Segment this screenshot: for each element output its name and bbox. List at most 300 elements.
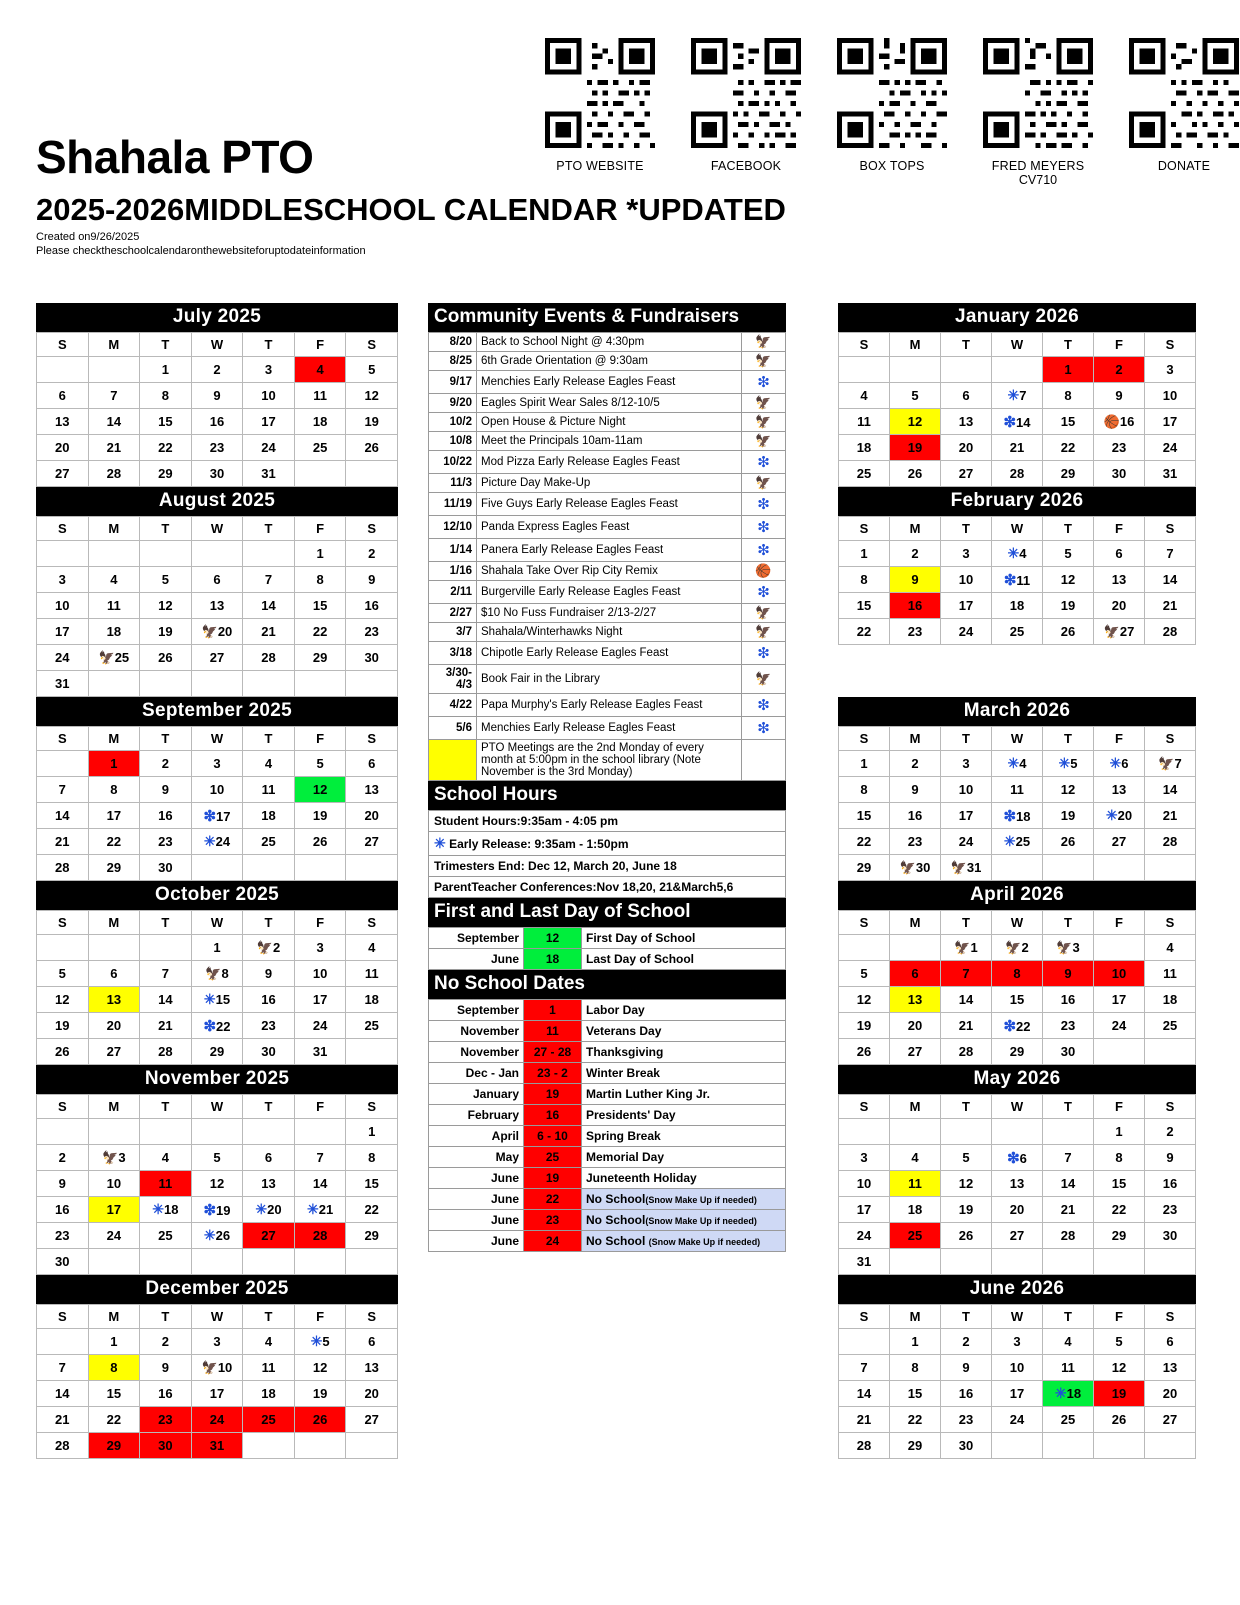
day-number: 27 (1162, 1412, 1178, 1427)
calendar-day-cell (243, 987, 295, 1013)
day-number: 12 (55, 992, 70, 1007)
eagle-icon: 🦅 (954, 940, 971, 955)
day-number: 4 (1064, 1334, 1072, 1349)
day-number: 9 (1166, 1150, 1174, 1165)
eagle-icon: 🦅 (755, 414, 772, 429)
calendar-empty-cell (88, 1119, 140, 1145)
day-number: 26 (907, 466, 923, 481)
day-number: 19 (216, 1202, 231, 1218)
calendar-day-cell (191, 1039, 243, 1065)
day-number: 10 (209, 782, 225, 797)
day-number: 18 (907, 1202, 923, 1217)
day-number: 5 (911, 388, 919, 403)
day-number: 22 (312, 624, 328, 639)
weekday-th: T (1043, 1095, 1094, 1119)
calendar-week-row (37, 567, 398, 593)
calendar-day-cell (890, 751, 941, 777)
calendar-day-cell (1043, 1039, 1094, 1065)
calendar-week-row (37, 855, 398, 881)
calendar-day-cell (346, 435, 398, 461)
day-number: 10 (958, 782, 974, 797)
day-number: 23 (907, 834, 923, 849)
day-number: 8 (911, 1360, 919, 1375)
eagle-icon: 🦅 (755, 671, 772, 686)
day-number: 18 (261, 808, 276, 823)
calendar-day-cell (992, 1407, 1043, 1433)
day-number: 7 (58, 1360, 66, 1375)
calendar-week-row (839, 619, 1196, 645)
day-number: 2 (962, 1334, 970, 1349)
asterisk-icon: ✳ (255, 1201, 268, 1217)
calendar-day-cell (88, 987, 140, 1013)
calendar-day-cell (88, 777, 140, 803)
calendar-day-cell (941, 935, 992, 961)
calendar-day-cell (88, 567, 140, 593)
event-row (429, 604, 786, 623)
calendar-body (839, 751, 1196, 881)
calendar-day-cell (191, 1197, 243, 1223)
calendar-week-row (37, 751, 398, 777)
month-title: December 2025 (36, 1275, 398, 1304)
day-number: 29 (907, 1438, 923, 1453)
weekday-header-row (37, 1305, 398, 1329)
day-number: 17 (216, 808, 231, 824)
day-number: 4 (1019, 756, 1027, 771)
day-number: 23 (1111, 440, 1127, 455)
month-label: Dec - Jan (429, 1063, 524, 1084)
asterisk-icon: ✳ (1007, 755, 1020, 771)
calendar-day-cell (839, 567, 890, 593)
calendar-week-row (37, 1145, 398, 1171)
weekday-s: S (839, 1095, 890, 1119)
student-hours: Student Hours:9:35am - 4:05 pm (429, 811, 786, 832)
day-number: 30 (158, 1438, 173, 1453)
day-number: 25 (261, 1412, 276, 1427)
calendar-week-row (839, 1433, 1196, 1459)
day-number: 1 (213, 940, 221, 955)
calendar-day-cell (88, 1039, 140, 1065)
calendar-day-cell (243, 829, 295, 855)
eagle-icon: 🦅 (1005, 940, 1022, 955)
calendar-day-cell (140, 1145, 192, 1171)
calendar-week-row (839, 777, 1196, 803)
day-number: 5 (860, 966, 868, 981)
weekday-f: F (294, 911, 346, 935)
calendar-day-cell (140, 1039, 192, 1065)
event-date: 5/6 (429, 717, 477, 740)
snowflake-icon: ❇ (1003, 807, 1017, 825)
calendar-empty-cell (839, 1119, 890, 1145)
winterhawks-icon: 🦅 (1158, 756, 1175, 771)
snowflake-icon: ❇ (757, 542, 770, 559)
day-number: 30 (55, 1254, 70, 1269)
calendar-day-cell (1043, 803, 1094, 829)
calendar-day-cell (243, 619, 295, 645)
calendar-day-cell (992, 935, 1043, 961)
day-number: 1 (860, 756, 868, 771)
day-number: 7 (962, 966, 970, 981)
calendar-day-cell (191, 1381, 243, 1407)
calendar-day-cell (37, 803, 89, 829)
qr-code-icon[interactable] (837, 38, 947, 148)
calendar-day-cell (839, 409, 890, 435)
day-number: 21 (55, 834, 70, 849)
day-number: 19 (1060, 598, 1076, 613)
eagle-icon: 🦅 (205, 966, 222, 981)
calendar-empty-cell (294, 671, 346, 697)
calendar-day-cell (37, 1249, 89, 1275)
calendar-day-cell (191, 435, 243, 461)
calendar-day-cell (294, 1039, 346, 1065)
event-row (429, 451, 786, 474)
calendar-day-cell (243, 461, 295, 487)
event-icon-cell (742, 413, 786, 432)
qr-item-box-tops[interactable] (837, 38, 947, 187)
calendar-week-row (37, 1197, 398, 1223)
calendar-empty-cell (1094, 935, 1145, 961)
calendar-day-cell (191, 1355, 243, 1381)
calendar-day-cell (992, 751, 1043, 777)
calendar-day-cell (1043, 409, 1094, 435)
day-description: No School(Snow Make Up if needed) (582, 1189, 786, 1210)
weekday-s: S (37, 727, 89, 751)
calendar-body (37, 1119, 398, 1275)
calendar-empty-cell (941, 357, 992, 383)
day-number: 31 (312, 1044, 328, 1059)
day-number: 18 (164, 1202, 179, 1217)
calendar-day-cell (140, 357, 192, 383)
right-column (838, 303, 1196, 1459)
month-november-2025 (36, 1065, 398, 1275)
event-description: $10 No Fuss Fundraiser 2/13-2/27 (477, 604, 742, 623)
day-number: 22 (856, 834, 872, 849)
weekday-f: F (294, 1305, 346, 1329)
weekday-s: S (839, 911, 890, 935)
snowflake-icon: ❇ (757, 584, 770, 601)
event-icon-cell (742, 642, 786, 665)
calendar-week-row (37, 619, 398, 645)
day-number: 20 (1009, 1202, 1025, 1217)
no-school-table (428, 999, 786, 1252)
event-description: Five Guys Early Release Eagles Feast (477, 493, 742, 516)
day-number: 8 (221, 966, 229, 981)
weekday-s: S (839, 333, 890, 357)
calendar-day-cell (140, 961, 192, 987)
day-number: 1 (110, 1334, 118, 1349)
asterisk-icon: ✳ (1054, 1385, 1067, 1401)
month-june-2026 (838, 1275, 1196, 1459)
day-number: 11 (364, 966, 379, 981)
calendar-day-cell (890, 961, 941, 987)
calendar-day-cell (346, 777, 398, 803)
calendar-day-cell (941, 1381, 992, 1407)
weekday-th: T (1043, 911, 1094, 935)
event-row (429, 516, 786, 539)
calendar-day-cell (1043, 383, 1094, 409)
event-row (429, 740, 786, 781)
calendar-empty-cell (1094, 1433, 1145, 1459)
calendar-week-row (37, 987, 398, 1013)
day-number: 21 (1009, 440, 1025, 455)
day-number: 17 (1162, 414, 1178, 429)
day-value: 6 - 10 (524, 1126, 582, 1147)
calendar-day-cell (1043, 619, 1094, 645)
qr-item-pto-website[interactable] (545, 38, 655, 187)
calendar-week-row (839, 829, 1196, 855)
qr-item-donate[interactable] (1129, 38, 1239, 187)
weekday-sa: S (346, 1095, 398, 1119)
calendar-day-cell (88, 1381, 140, 1407)
day-number: 16 (1162, 1176, 1178, 1191)
day-number: 18 (1009, 598, 1025, 613)
calendar-day-cell (941, 1329, 992, 1355)
calendar-day-cell (191, 1013, 243, 1039)
day-number: 17 (958, 598, 974, 613)
qr-code-icon[interactable] (545, 38, 655, 148)
day-number: 9 (1064, 966, 1072, 981)
month-title: February 2026 (838, 487, 1196, 516)
weekday-sa: S (1145, 727, 1196, 751)
calendar-week-row (839, 1145, 1196, 1171)
weekday-header-row (37, 727, 398, 751)
day-number: 24 (261, 440, 276, 455)
day-number: 3 (264, 362, 273, 377)
calendar-day-cell (1094, 803, 1145, 829)
day-number: 21 (318, 1202, 334, 1217)
calendar-week-row (37, 357, 398, 383)
calendar-day-cell (941, 751, 992, 777)
events-table-body (429, 333, 786, 781)
calendar-day-cell (346, 1407, 398, 1433)
calendar-day-cell (37, 1433, 89, 1459)
calendar-day-cell (1094, 987, 1145, 1013)
calendar-day-cell (839, 1433, 890, 1459)
calendar-day-cell (1145, 987, 1196, 1013)
month-title: September 2025 (36, 697, 398, 726)
event-date: 1/16 (429, 562, 477, 581)
calendar-week-row (37, 829, 398, 855)
calendar-day-cell (191, 1145, 243, 1171)
month-label: November (429, 1021, 524, 1042)
day-number: 3 (213, 756, 221, 771)
day-number: 7 (264, 572, 273, 587)
calendar-empty-cell (1043, 855, 1094, 881)
day-number: 13 (907, 992, 923, 1007)
day-number: 19 (1060, 808, 1076, 823)
qr-item-facebook[interactable] (691, 38, 801, 187)
snowflake-icon: ❇ (757, 720, 770, 737)
weekday-f: F (294, 727, 346, 751)
day-number: 7 (58, 782, 66, 797)
day-number: 9 (161, 782, 170, 797)
day-number: 11 (1163, 966, 1177, 981)
calendar-day-cell (346, 1355, 398, 1381)
weekday-m: M (890, 333, 941, 357)
calendar-day-cell (191, 1433, 243, 1459)
calendar-week-row (37, 1329, 398, 1355)
calendar-day-cell (1145, 541, 1196, 567)
calendar-day-cell (294, 357, 346, 383)
calendar-day-cell (294, 435, 346, 461)
day-number: 30 (1060, 1044, 1076, 1059)
calendar-week-row (37, 803, 398, 829)
calendar-day-cell (992, 1145, 1043, 1171)
day-number: 10 (958, 572, 974, 587)
month-december-2025 (36, 1275, 398, 1459)
weekday-f: F (294, 1095, 346, 1119)
calendar-day-cell (294, 829, 346, 855)
qr-code-icon[interactable] (983, 38, 1093, 148)
day-number: 12 (907, 414, 923, 429)
calendar-day-cell (992, 1013, 1043, 1039)
day-number: 17 (209, 1386, 225, 1401)
calendar-day-cell (1094, 409, 1145, 435)
day-number: 29 (209, 1044, 225, 1059)
spacer (838, 645, 1196, 697)
day-number: 9 (264, 966, 273, 981)
day-number: 3 (1013, 1334, 1021, 1349)
first-last-table (428, 927, 786, 970)
calendar-empty-cell (191, 1119, 243, 1145)
calendar-day-cell (941, 1407, 992, 1433)
day-number: 26 (856, 1044, 872, 1059)
day-number: 12 (856, 992, 872, 1007)
event-icon-cell (742, 539, 786, 562)
calendar-day-cell (37, 1197, 89, 1223)
eagle-icon: 🦅 (201, 1360, 218, 1375)
weekday-th: T (243, 517, 295, 541)
day-number: 15 (364, 1176, 379, 1191)
day-number: 8 (1115, 1150, 1123, 1165)
calendar-columns (0, 303, 1240, 1459)
calendar-day-cell (191, 961, 243, 987)
weekday-t: T (941, 333, 992, 357)
day-number: 8 (110, 782, 118, 797)
weekday-s: S (37, 1095, 89, 1119)
day-number: 28 (312, 1228, 328, 1243)
day-number: 25 (907, 1228, 923, 1243)
calendar-week-row (839, 1329, 1196, 1355)
snow-makeup-note: (Snow Make Up if needed) (645, 1195, 757, 1205)
calendar-empty-cell (1145, 855, 1196, 881)
calendar-day-cell (294, 1145, 346, 1171)
day-value: 1 (524, 1000, 582, 1021)
day-number: 17 (1009, 1386, 1025, 1401)
month-title: August 2025 (36, 487, 398, 516)
day-number: 19 (312, 1386, 328, 1401)
day-number: 2 (273, 940, 281, 955)
day-number: 23 (158, 834, 173, 849)
weekday-w: W (992, 517, 1043, 541)
calendar-empty-cell (839, 357, 890, 383)
weekday-t: T (140, 517, 192, 541)
day-number: 31 (1162, 466, 1178, 481)
event-icon-cell (742, 740, 786, 781)
day-number: 14 (1162, 782, 1178, 797)
eagle-icon: 🦅 (755, 395, 772, 410)
calendar-empty-cell (1043, 1119, 1094, 1145)
calendar-day-cell (1094, 1381, 1145, 1407)
calendar-day-cell (941, 619, 992, 645)
calendar-day-cell (294, 751, 346, 777)
calendar-day-cell (191, 751, 243, 777)
calendar-day-cell (294, 1329, 346, 1355)
day-value: 25 (524, 1147, 582, 1168)
calendar-day-cell (1043, 1329, 1094, 1355)
day-number: 25 (1009, 624, 1025, 639)
qr-code-icon[interactable] (691, 38, 801, 148)
calendar-day-cell (941, 1223, 992, 1249)
calendar-day-cell (191, 1329, 243, 1355)
snow-makeup-note: (Snow Make Up if needed) (648, 1237, 761, 1247)
day-number: 5 (316, 756, 324, 771)
day-number: 21 (958, 1018, 974, 1033)
table-row (429, 877, 786, 898)
asterisk-icon: ✳ (310, 1333, 323, 1349)
event-date: 12/10 (429, 516, 477, 539)
calendar-day-cell (1145, 1145, 1196, 1171)
created-date: Created on9/26/2025 (36, 231, 140, 243)
day-number: 26 (312, 834, 328, 849)
calendar-empty-cell (191, 855, 243, 881)
day-number: 19 (364, 414, 379, 429)
no-school-row (429, 1147, 786, 1168)
day-number: 2 (368, 546, 376, 561)
calendar-day-cell (941, 961, 992, 987)
calendar-day-cell (1043, 1381, 1094, 1407)
calendar-day-cell (992, 619, 1043, 645)
calendar-week-row (37, 1013, 398, 1039)
calendar-day-cell (1145, 383, 1196, 409)
qr-code-icon[interactable] (1129, 38, 1239, 148)
qr-item-fred-meyers[interactable] (983, 38, 1093, 187)
day-number: 29 (856, 860, 872, 875)
calendar-day-cell (88, 1197, 140, 1223)
calendar-day-cell (992, 435, 1043, 461)
month-title: November 2025 (36, 1065, 398, 1094)
day-number: 11 (857, 414, 871, 429)
calendar-day-cell (1043, 1355, 1094, 1381)
calendar-week-row (37, 1039, 398, 1065)
calendar-day-cell (140, 855, 192, 881)
calendar-day-cell (839, 461, 890, 487)
calendar-day-cell (346, 409, 398, 435)
day-number: 17 (312, 992, 328, 1007)
calendar-day-cell (346, 541, 398, 567)
qr-sublabel: CV710 (1018, 173, 1058, 187)
calendar-day-cell (346, 1329, 398, 1355)
calendar-empty-cell (346, 1249, 398, 1275)
calendar-empty-cell (1145, 1039, 1196, 1065)
day-number: 2 (911, 546, 919, 561)
day-number: 24 (55, 650, 70, 665)
weekday-m: M (890, 517, 941, 541)
calendar-day-cell (294, 1355, 346, 1381)
day-number: 28 (856, 1438, 872, 1453)
day-number: 18 (1066, 1386, 1082, 1401)
weekday-s: S (839, 727, 890, 751)
event-date: 11/19 (429, 493, 477, 516)
events-section-title: Community Events & Fundraisers (428, 303, 786, 332)
day-number: 19 (907, 440, 923, 455)
calendar-day-cell (294, 935, 346, 961)
calendar-day-cell (839, 1381, 890, 1407)
day-number: 14 (55, 1386, 70, 1401)
calendar-day-cell (140, 1013, 192, 1039)
day-number: 28 (106, 466, 122, 481)
month-label: June (429, 1231, 524, 1252)
day-number: 3 (860, 1150, 868, 1165)
